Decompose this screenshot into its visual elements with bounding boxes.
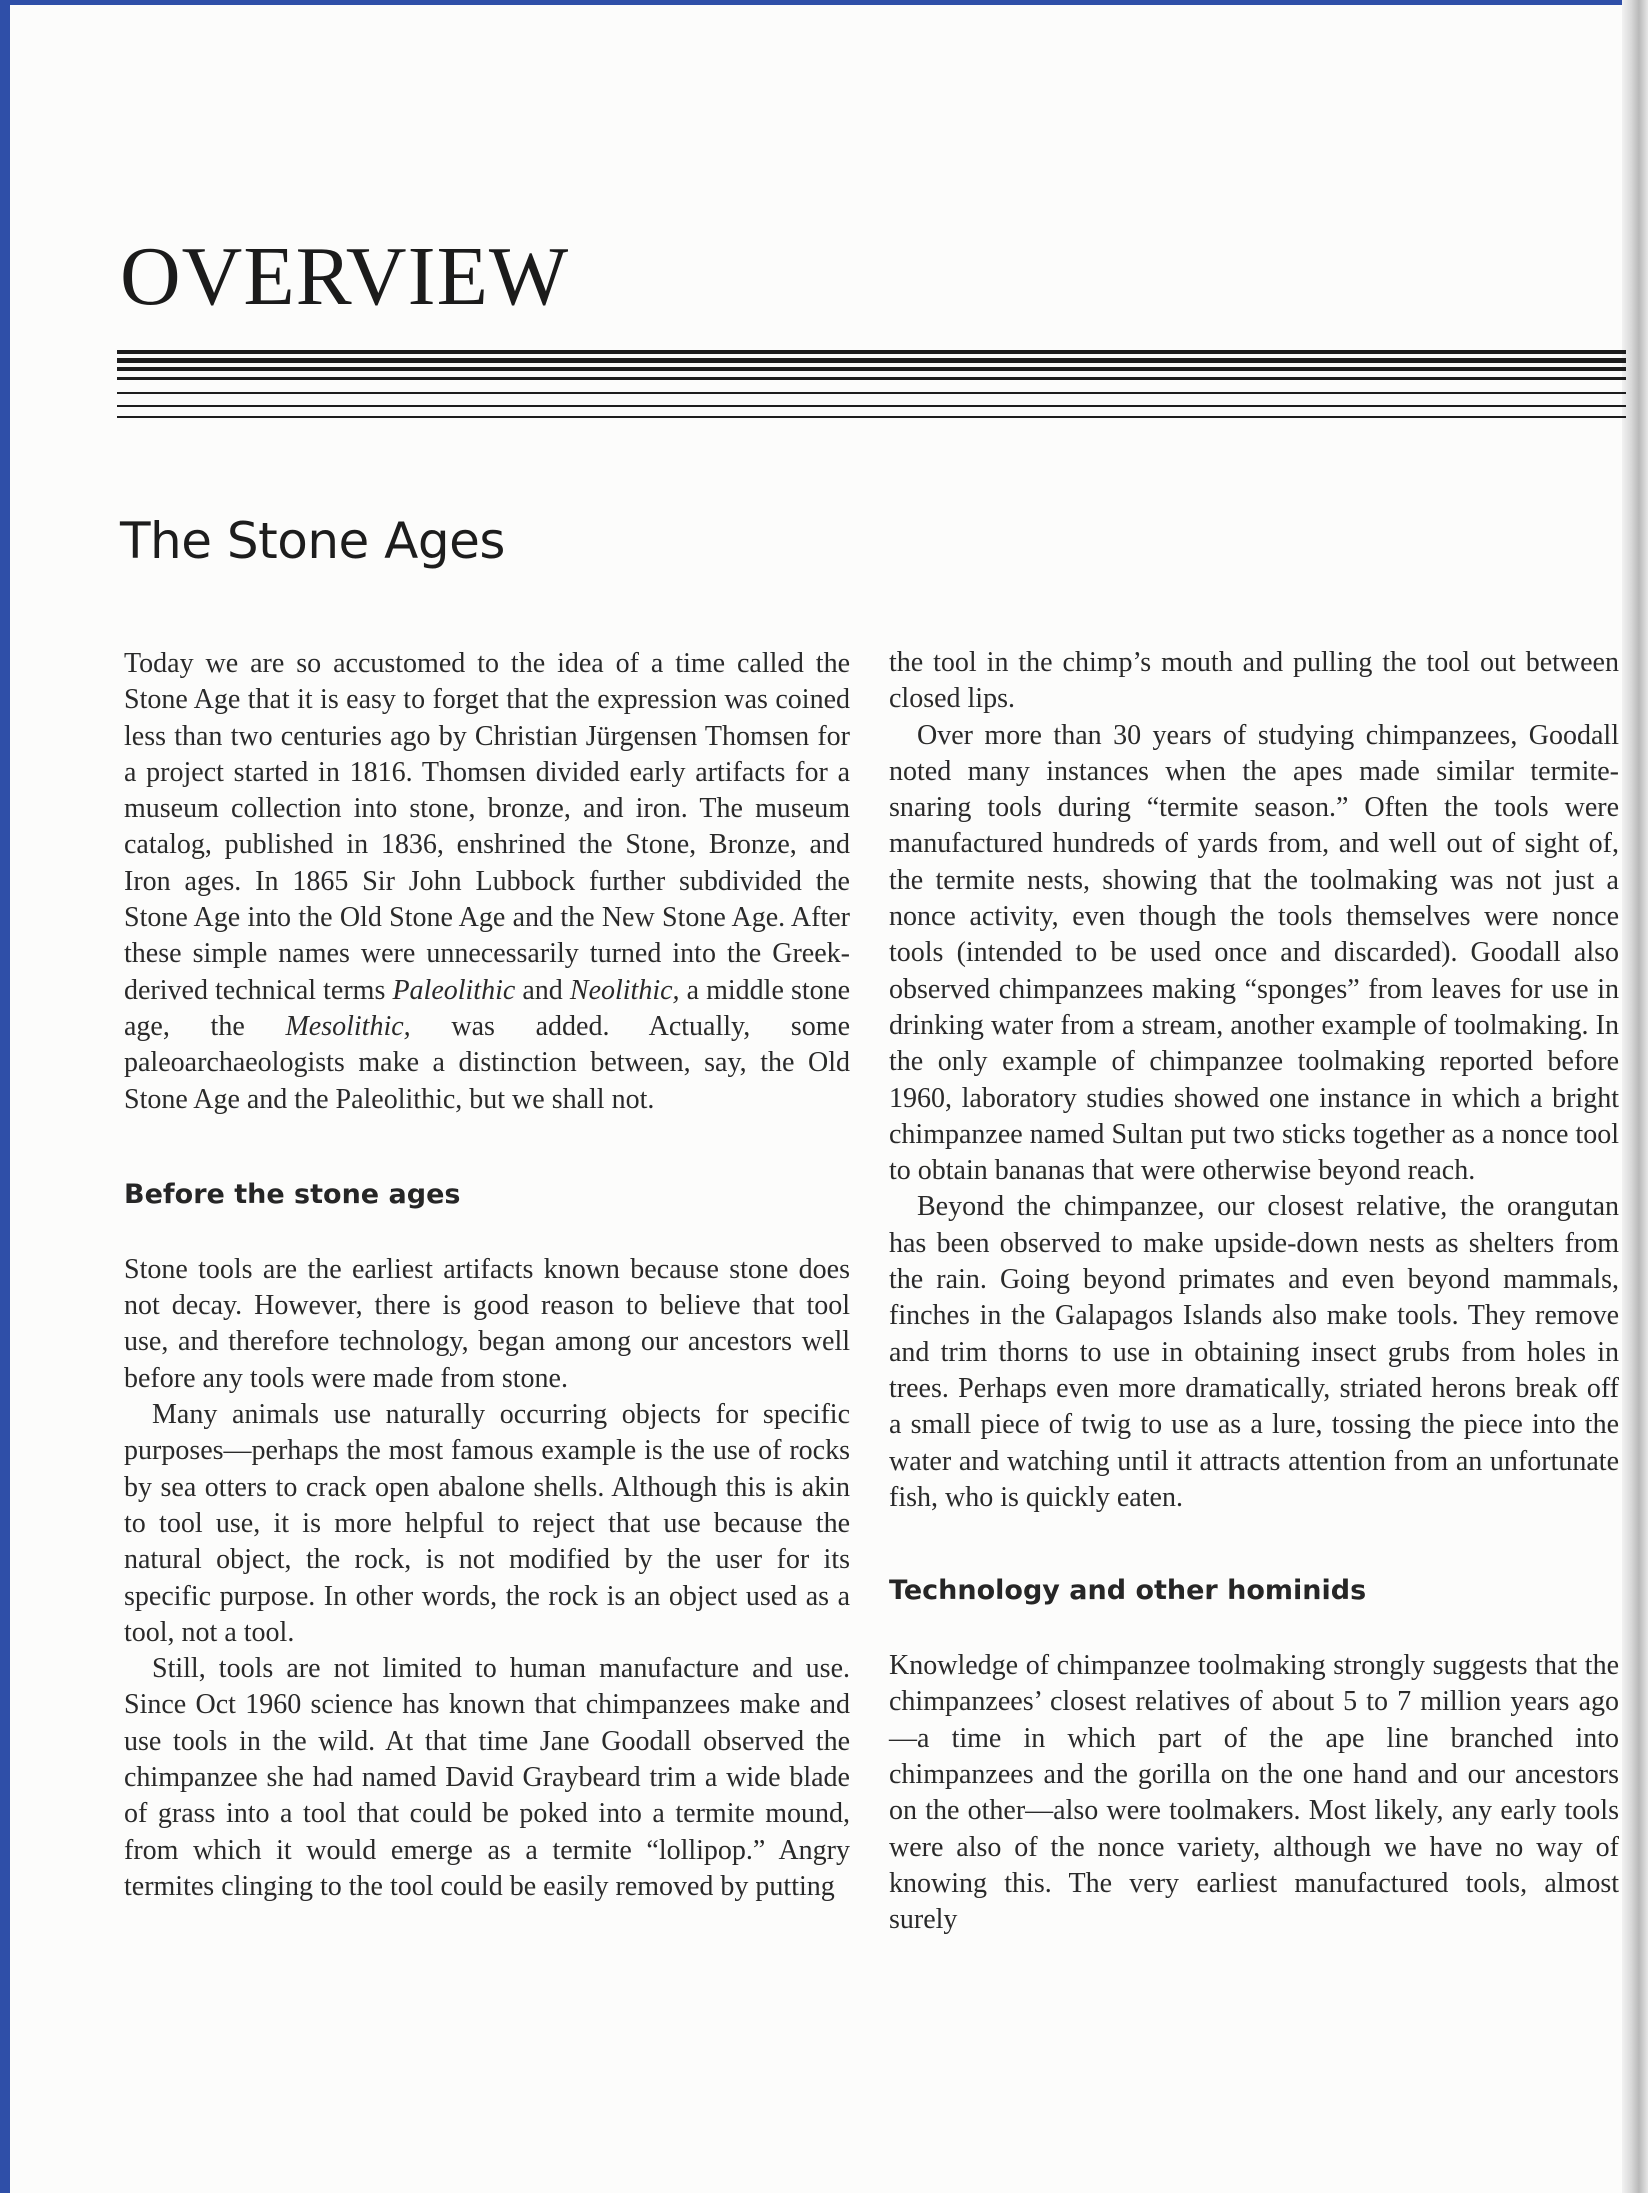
scan-left-edge — [0, 0, 10, 2193]
title-rule-5 — [117, 392, 1626, 394]
page-gutter-shadow — [1622, 0, 1648, 2193]
title-rule-3 — [117, 367, 1626, 371]
term-neolithic: Neolithic, — [569, 974, 680, 1006]
title-rule-7 — [117, 416, 1626, 418]
title-rule-2 — [117, 358, 1626, 363]
paragraph-goodall: Over more than 30 years of studying chimpanzees, Goodall noted many instances when the apes made similar termite-snaring tools during “termite season.” Often the tools were manufactured hundreds of yards from, and well out of sight of, the termite nests, showing that the toolmaking was not just a nonce activity, even though the tools themselves were nonce tools (intended to be used once and discarded). Goodall also observed chimpanzees making “sponges” from leaves for use in drinking water from a stream, another example of toolmaking. In the only example of chimpanzee toolmaking reported before 1960, laboratory studies showed one instance in which a bright chimpanzee named Sultan put two sticks together as a nonce tool to obtain bananas that were otherwise beyond reach. — [889, 719, 1619, 1187]
paragraph-knowledge: Knowledge of chimpanzee toolmaking strongly suggests that the chimpanzees’ closest relatives of about 5 to 7 million years ago—a time in which part of the ape line branched into chimpanzees and the gorilla on the one hand and our ancestors on the other—also were toolmakers. Most likely, any early tools were also of the nonce variety, although we have no way of knowing this. The very earliest manufactured tools, almost surely — [889, 1650, 1619, 1936]
section-title: The Stone Ages — [120, 512, 505, 570]
title-rule-1 — [117, 350, 1626, 354]
right-column — [889, 645, 1619, 1939]
intro-paragraph — [124, 646, 850, 1118]
intro-text-and: and — [522, 974, 563, 1006]
paragraph-animals: Many animals use naturally occurring objects for specific purposes—perhaps the most famous example is the use of rocks by sea otters to crack open abalone shells. Although this is akin to tool use, it is more helpful to reject that use because the natural object, the rock, is not modified by the user for its specific purpose. In other words, the rock is an object used as a tool, not a tool. — [124, 1399, 850, 1648]
title-rule-4 — [117, 377, 1626, 380]
term-paleolithic: Paleolithic — [392, 974, 516, 1006]
left-column — [124, 646, 850, 1905]
term-mesolithic: Mesolithic, — [285, 1010, 411, 1042]
title-rule-6 — [117, 405, 1626, 407]
paragraph-chimpanzees: Still, tools are not limited to human manufacture and use. Since Oct 1960 science has known that chimpanzees make and use tools in the wild. At that time Jane Goodall observed the chimpanzee she had named David Graybeard trim a wide blade of grass into a tool that could be poked into a termite mound, from which it would emerge as a termite “lollipop.” Angry termites clinging to the tool could be easily removed by putting — [124, 1653, 850, 1902]
intro-text-2: a middle stone age, the — [124, 974, 851, 1042]
intro-text-3: was added. Actually, some paleoarchaeologists make a distinction between, say, the Old Stone Age and the Paleolithic, but we shall not. — [124, 1010, 851, 1115]
chapter-title: OVERVIEW — [120, 230, 570, 323]
paragraph-stone-tools: Stone tools are the earliest artifacts known because stone does not decay. However, there is good reason to believe that tool use, and therefore technology, began among our ancestors well before any tools were made from stone. — [124, 1253, 850, 1394]
intro-text-1: Today we are so accustomed to the idea of a time called the Stone Age that it is easy to forget that the expression was coined less than two centuries ago by Christian Jürgensen Thomsen for a project started in 1816. Thomsen divided early artifacts for a museum collection into stone, bronze, and iron. The museum catalog, published in 1836, enshrined the Stone, Bronze, and Iron ages. In 1865 Sir John Lubbock further subdivided the Stone Age into the Old Stone Age and the New Stone Age. After these simple names were unnecessarily turned into the Greek-derived technical terms — [124, 648, 850, 1006]
scan-top-edge — [0, 0, 1648, 5]
paragraph-continued: the tool in the chimp’s mouth and pulling the tool out between closed lips. — [889, 647, 1619, 715]
paragraph-beyond-chimpanzee: Beyond the chimpanzee, our closest relative, the orangutan has been observed to make upside-down nests as shelters from the rain. Going beyond primates and even beyond mammals, finches in the Galapagos Islands also make tools. They remove and trim thorns to use in obtaining insect grubs from holes in trees. Perhaps even more dramatically, striated herons break off a small piece of twig to use as a lure, tossing the piece into the water and watching until it attracts attention from an unfortunate fish, who is quickly eaten. — [889, 1191, 1619, 1513]
subhead-technology-hominids: Technology and other hominids — [889, 1575, 1367, 1607]
subhead-before-stone-ages: Before the stone ages — [124, 1178, 461, 1210]
